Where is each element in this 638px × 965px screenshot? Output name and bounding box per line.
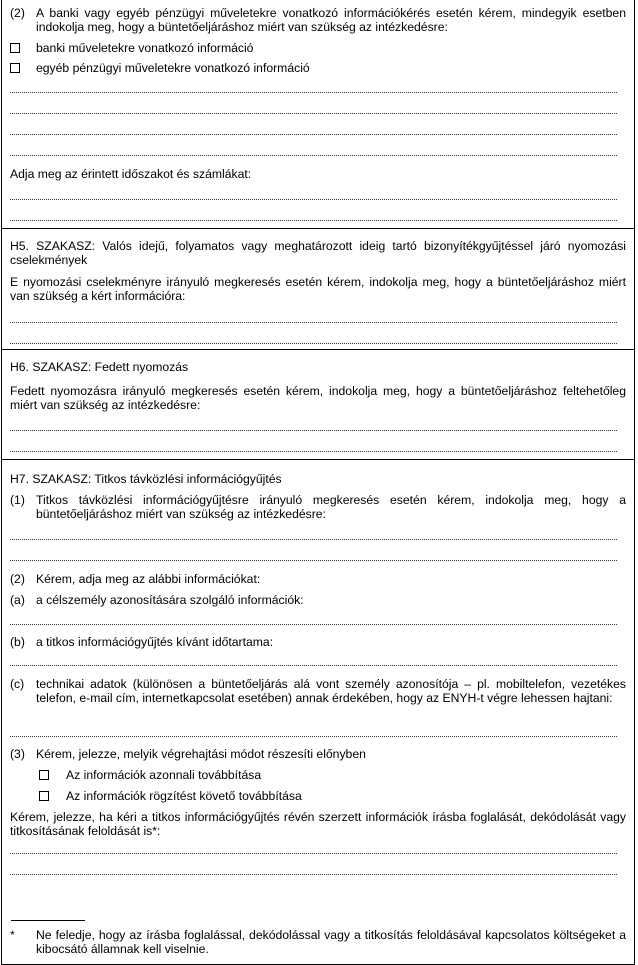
answer-line[interactable] [10, 430, 617, 431]
answer-line[interactable] [10, 113, 617, 114]
banking-checkbox[interactable] [10, 43, 20, 53]
h7-item-c-text: technikai adatok (különösen a büntetőeljárás alá vont személy azonosítója – pl. mobiltelefon, vezetékes telefon, e-mail cím, internetkapcsolat esetében) annak érdekében, hogy az ENYH-t végre lehessen hajtani: [36, 677, 626, 705]
section-h6-box [1, 349, 635, 460]
footnote-text: Ne feledje, hogy az írásba foglalással, dekódolással vagy a titkosítás feloldásával kapcsolatos költségeket a kibocsátó államnak kell viselnie. [36, 928, 626, 956]
answer-line[interactable] [10, 853, 617, 854]
footnote-mark: * [10, 928, 15, 942]
h7-item-3 [10, 747, 626, 762]
answer-line[interactable] [10, 155, 617, 156]
section-h5-body: E nyomozási cselekményre irányuló megkeresés esetén kérem, indokolja meg, hogy a büntetőeljáráshoz miért van szükség a kért információra: [10, 275, 626, 303]
answer-line[interactable] [10, 134, 617, 135]
h7-item-1-number: (1) [10, 493, 25, 507]
h7-item-a-text: a célszemély azonosítására szolgáló információk: [36, 593, 304, 607]
recorded-transmission-checkbox[interactable] [39, 791, 49, 801]
h7-item-c-number: (c) [10, 677, 25, 691]
answer-line[interactable] [10, 343, 617, 344]
section-h7-heading: H7. SZAKASZ: Titkos távközlési információgyűjtés [10, 472, 282, 486]
answer-line[interactable] [10, 539, 617, 540]
section-h5-heading: H5. SZAKASZ: Valós idejű, folyamatos vagy meghatározott ideig tartó bizonyítékgyűjtéssel járó nyomozási cselekmények [10, 239, 626, 267]
answer-line[interactable] [10, 92, 617, 93]
answer-line[interactable] [10, 451, 617, 452]
other-financial-option-label: egyéb pénzügyi műveletekre vonatkozó információ [36, 61, 310, 75]
section-2-intro-row [10, 6, 626, 36]
answer-line[interactable] [10, 665, 617, 666]
h7-item-b-text: a titkos információgyűjtés kívánt időtartama: [36, 635, 274, 649]
immediate-transmission-checkbox[interactable] [39, 770, 49, 780]
answer-line[interactable] [10, 322, 617, 323]
h7-item-3-text: Kérem, jelezze, melyik végrehajtási módot részesíti előnyben [36, 747, 366, 761]
footnote [10, 928, 626, 958]
recorded-transmission-label: Az információk rögzítést követő továbbítása [66, 789, 302, 803]
h7-item-3-number: (3) [10, 747, 25, 761]
footnote-separator [11, 920, 85, 921]
immediate-transmission-label: Az információk azonnali továbbítása [66, 768, 262, 782]
h7-item-b-number: (b) [10, 635, 25, 649]
section-h7-box [1, 459, 635, 965]
h7-item-a [10, 593, 626, 608]
section-2-intro-text: A banki vagy egyéb pénzügyi műveletekre vonatkozó információkérés esetén kérem, mindegyik esetben indokolja meg, hogy a büntetőeljáráshoz miért van szükség az intézkedésre: [36, 6, 626, 34]
answer-line[interactable] [10, 199, 617, 200]
h7-item-c [10, 677, 626, 721]
h7-item-2-text: Kérem, adja meg az alábbi információkat: [36, 572, 261, 586]
h7-item-a-number: (a) [10, 593, 25, 607]
section-h5-box [1, 228, 635, 350]
answer-line[interactable] [10, 736, 617, 737]
answer-line[interactable] [10, 560, 617, 561]
answer-line[interactable] [10, 874, 617, 875]
section-h6-body: Fedett nyomozásra irányuló megkeresés esetén kérem, indokolja meg, hogy a büntetőeljáráshoz feltehetőleg miért van szükség az intézkedésre: [10, 384, 626, 412]
h7-item-2-number: (2) [10, 572, 25, 586]
h7-item-2 [10, 572, 626, 587]
section-2-number: (2) [10, 6, 25, 20]
banking-option-label: banki műveletekre vonatkozó információ [36, 41, 254, 55]
answer-line[interactable] [10, 220, 617, 221]
h7-item-1-text: Titkos távközlési információgyűjtésre irányuló megkeresés esetén kérem, indokolja meg, hogy a büntetőeljáráshoz miért van szükség az intézkedésre: [36, 493, 626, 521]
other-financial-checkbox[interactable] [10, 63, 20, 73]
period-accounts-prompt: Adja meg az érintett időszakot és számlákat: [10, 167, 252, 181]
h7-item-b [10, 635, 626, 650]
transcription-request-text: Kérem, jelezze, ha kéri a titkos információgyűjtés révén szerzett információk írásba foglalását, dekódolását vagy titkosításának feloldását is*: [10, 810, 626, 838]
section-h6-heading: H6. SZAKASZ: Fedett nyomozás [10, 360, 189, 374]
h7-item-1 [10, 493, 626, 523]
answer-line[interactable] [10, 624, 617, 625]
section-2-box [1, 0, 635, 229]
